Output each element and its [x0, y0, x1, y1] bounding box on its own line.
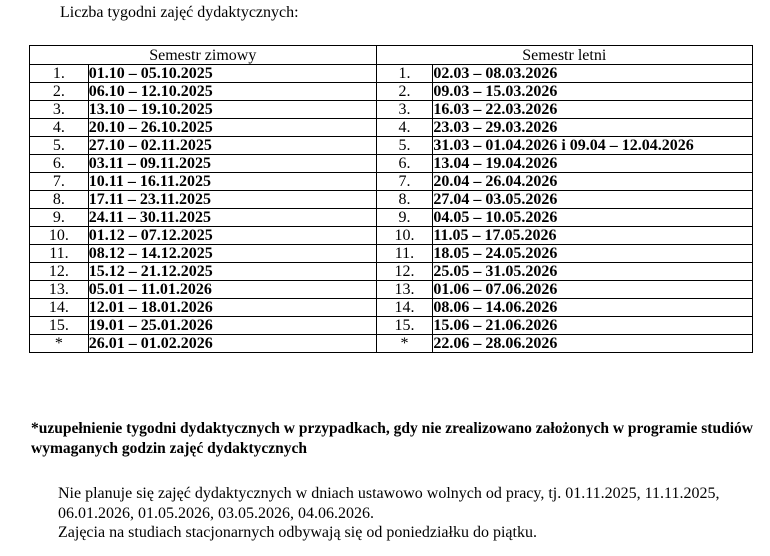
summer-week-number: * — [376, 335, 433, 353]
winter-week-number: * — [30, 335, 89, 353]
winter-week-number: 15. — [30, 317, 89, 335]
winter-week-number: 4. — [30, 119, 89, 137]
footnote: *uzupełnienie tygodni dydaktycznych w przypadkach, gdy nie zrealizowano założonych w programie studiów wymaganych godzin zajęć dydaktycznych — [31, 420, 753, 457]
summer-week-number: 9. — [376, 209, 433, 227]
table-row — [30, 317, 753, 335]
table-row — [30, 137, 753, 155]
winter-week-number: 13. — [30, 281, 89, 299]
winter-week-number: 11. — [30, 245, 89, 263]
winter-week-dates: 06.10 – 12.10.2025 — [88, 83, 376, 101]
winter-week-number: 12. — [30, 263, 89, 281]
table-row — [30, 101, 753, 119]
winter-week-number: 2. — [30, 83, 89, 101]
table-header-row — [30, 46, 753, 65]
table-row — [30, 83, 753, 101]
winter-week-dates: 01.10 – 05.10.2025 — [88, 65, 376, 83]
notes — [58, 484, 758, 543]
table-row — [30, 227, 753, 245]
summer-week-number: 10. — [376, 227, 433, 245]
winter-week-dates: 27.10 – 02.11.2025 — [88, 137, 376, 155]
semester-table — [29, 45, 753, 353]
winter-week-number: 7. — [30, 173, 89, 191]
winter-week-dates: 13.10 – 19.10.2025 — [88, 101, 376, 119]
summer-week-number: 5. — [376, 137, 433, 155]
summer-week-dates: 15.06 – 21.06.2026 — [433, 317, 753, 335]
table-row — [30, 335, 753, 353]
winter-week-dates: 19.01 – 25.01.2026 — [88, 317, 376, 335]
summer-week-dates: 02.03 – 08.03.2026 — [433, 65, 753, 83]
winter-week-dates: 17.11 – 23.11.2025 — [88, 191, 376, 209]
winter-week-dates: 26.01 – 01.02.2026 — [88, 335, 376, 353]
summer-week-dates: 23.03 – 29.03.2026 — [433, 119, 753, 137]
summer-week-dates: 08.06 – 14.06.2026 — [433, 299, 753, 317]
table-row — [30, 65, 753, 83]
summer-week-number: 8. — [376, 191, 433, 209]
winter-week-dates: 15.12 – 21.12.2025 — [88, 263, 376, 281]
summer-week-dates: 27.04 – 03.05.2026 — [433, 191, 753, 209]
winter-week-number: 5. — [30, 137, 89, 155]
table-row — [30, 191, 753, 209]
summer-week-number: 15. — [376, 317, 433, 335]
winter-week-dates: 24.11 – 30.11.2025 — [88, 209, 376, 227]
table-row — [30, 155, 753, 173]
table-row — [30, 299, 753, 317]
winter-week-number: 3. — [30, 101, 89, 119]
summer-semester-header: Semestr letni — [376, 46, 752, 65]
summer-week-number: 6. — [376, 155, 433, 173]
summer-week-dates: 01.06 – 07.06.2026 — [433, 281, 753, 299]
table-row — [30, 209, 753, 227]
summer-week-dates: 31.03 – 01.04.2026 i 09.04 – 12.04.2026 — [433, 137, 753, 155]
summer-week-dates: 20.04 – 26.04.2026 — [433, 173, 753, 191]
table-row — [30, 173, 753, 191]
summer-week-dates: 22.06 – 28.06.2026 — [433, 335, 753, 353]
summer-week-dates: 16.03 – 22.03.2026 — [433, 101, 753, 119]
weekdays-note: Zajęcia na studiach stacjonarnych odbywają się od poniedziałku do piątku. — [58, 524, 537, 541]
winter-week-dates: 01.12 – 07.12.2025 — [88, 227, 376, 245]
summer-week-dates: 09.03 – 15.03.2026 — [433, 83, 753, 101]
summer-week-number: 14. — [376, 299, 433, 317]
summer-week-number: 1. — [376, 65, 433, 83]
winter-week-dates: 10.11 – 16.11.2025 — [88, 173, 376, 191]
page-heading: Liczba tygodni zajęć dydaktycznych: — [60, 4, 299, 21]
summer-week-dates: 25.05 – 31.05.2026 — [433, 263, 753, 281]
holidays-note: Nie planuje się zajęć dydaktycznych w dniach ustawowo wolnych od pracy, tj. 01.11.2025, 11.11.2025, 06.01.2026, 01.05.2026, 03.05.2026, 04.06.2026. — [58, 485, 720, 522]
winter-week-dates: 20.10 – 26.10.2025 — [88, 119, 376, 137]
winter-week-dates: 08.12 – 14.12.2025 — [88, 245, 376, 263]
table-row — [30, 245, 753, 263]
winter-week-number: 1. — [30, 65, 89, 83]
winter-week-number: 9. — [30, 209, 89, 227]
table-row — [30, 263, 753, 281]
winter-semester-header: Semestr zimowy — [30, 46, 377, 65]
winter-week-number: 8. — [30, 191, 89, 209]
summer-week-number: 7. — [376, 173, 433, 191]
winter-week-number: 6. — [30, 155, 89, 173]
winter-week-number: 14. — [30, 299, 89, 317]
summer-week-dates: 13.04 – 19.04.2026 — [433, 155, 753, 173]
summer-week-dates: 04.05 – 10.05.2026 — [433, 209, 753, 227]
summer-week-dates: 11.05 – 17.05.2026 — [433, 227, 753, 245]
summer-week-number: 11. — [376, 245, 433, 263]
winter-week-dates: 12.01 – 18.01.2026 — [88, 299, 376, 317]
winter-week-dates: 03.11 – 09.11.2025 — [88, 155, 376, 173]
summer-week-number: 4. — [376, 119, 433, 137]
summer-week-number: 2. — [376, 83, 433, 101]
summer-week-number: 12. — [376, 263, 433, 281]
summer-week-number: 13. — [376, 281, 433, 299]
summer-week-dates: 18.05 – 24.05.2026 — [433, 245, 753, 263]
winter-week-number: 10. — [30, 227, 89, 245]
summer-week-number: 3. — [376, 101, 433, 119]
table-row — [30, 119, 753, 137]
table-row — [30, 281, 753, 299]
winter-week-dates: 05.01 – 11.01.2026 — [88, 281, 376, 299]
